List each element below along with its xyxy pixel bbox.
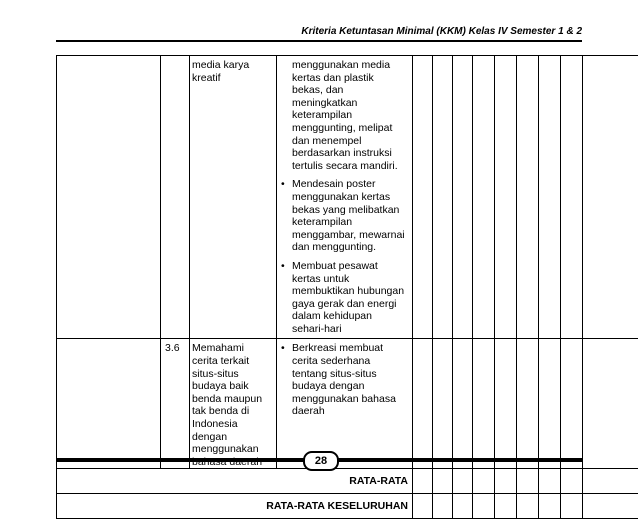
score-cell [517,339,539,469]
score-cell [433,339,453,469]
score-cell [433,469,453,494]
table-row [57,339,638,469]
score-cell [413,469,433,494]
score-cell [539,494,561,519]
score-cell [433,56,453,339]
score-cell [413,494,433,519]
score-cell [473,494,495,519]
indicator-cell [277,339,413,469]
page-header-title: Kriteria Ketuntasan Minimal (KKM) Kelas IV Semester 1 & 2 [301,26,582,37]
score-cell [517,56,539,339]
kompetensi-dasar: Memahami cerita terkait situs-situs budaya baik benda maupun tak benda di Indonesia dengan menggunakan bahasa daerah [190,339,277,469]
kkm-table [56,55,638,519]
score-cell [453,339,473,469]
score-cell [583,469,638,494]
blank-cell [57,56,161,339]
score-cell [453,494,473,519]
score-cell [583,339,638,469]
indicator-cell [277,56,413,339]
score-cell [539,469,561,494]
score-cell [561,469,583,494]
indicator-continuation: menggunakan media kertas dan plastik bekas, dan meningkatkan keterampilan menggunting, melipat dan menempel berdasarkan instruksi tertulis secara mandiri. [281,59,406,172]
kd-number [161,56,190,339]
score-cell [495,469,517,494]
score-cell [495,494,517,519]
score-cell [473,56,495,339]
indicator-item: • Mendesain poster menggunakan kertas bekas yang melibatkan keterampilan menggambar, mewarnai dan menggunting. [281,178,406,254]
score-cell [495,56,517,339]
header-rule [56,40,582,42]
average-label: RATA-RATA [57,469,413,494]
indicator-item: • Berkreasi membuat cerita sederhana tentang situs-situs budaya dengan menggunakan bahasa daerah [281,342,406,418]
page-number: 28 [303,451,339,471]
score-cell [413,56,433,339]
indicator-list [281,342,406,418]
overall-average-label: RATA-RATA KESELURUHAN [57,494,413,519]
score-cell [583,56,638,339]
summary-row-overall [57,494,638,519]
score-cell [433,494,453,519]
blank-cell [57,339,161,469]
summary-row-average [57,469,638,494]
score-cell [453,56,473,339]
score-cell [561,339,583,469]
score-cell [539,339,561,469]
score-cell [583,494,638,519]
score-cell [561,494,583,519]
score-cell [473,469,495,494]
score-cell [517,494,539,519]
score-cell [453,469,473,494]
score-cell [539,56,561,339]
score-cell [517,469,539,494]
kompetensi-dasar: media karya kreatif [190,56,277,339]
table-row [57,56,638,339]
score-cell [561,56,583,339]
score-cell [413,339,433,469]
kd-number: 3.6 [161,339,190,469]
score-cell [473,339,495,469]
indicator-list [281,178,406,335]
indicator-item: • Membuat pesawat kertas untuk membuktikan hubungan gaya gerak dan energi dalam kehidupan sehari-hari [281,260,406,336]
score-cell [495,339,517,469]
